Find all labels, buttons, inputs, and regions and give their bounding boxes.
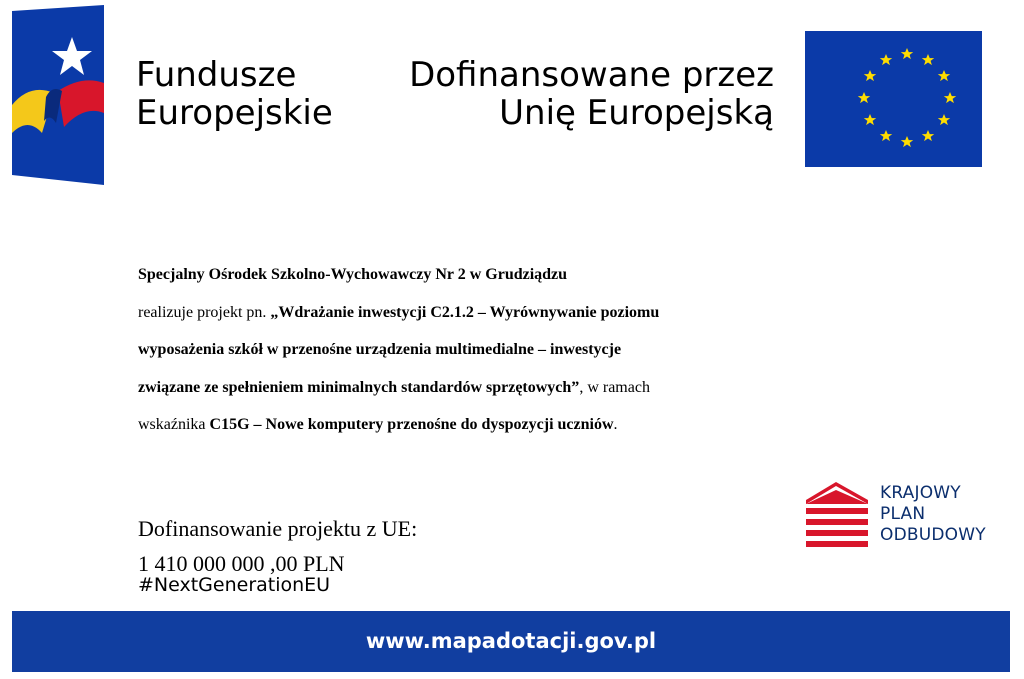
kpo-line3: ODBUDOWY (880, 525, 986, 545)
project-line-3: wyposażenia szkół w przenośne urządzenia multimedialne – inwestycje (138, 341, 622, 358)
krajowy-plan-odbudowy-text (880, 483, 986, 546)
kpo-line1: KRAJOWY (880, 483, 961, 503)
project-line-4: związane ze spełnieniem minimalnych standardów sprzętowych”, w ramach (138, 378, 650, 396)
eu-cofinanced-text (386, 56, 774, 132)
funds-europe-name (136, 56, 333, 132)
project-description (138, 256, 778, 444)
kpo-line2: PLAN (880, 504, 926, 524)
footer-url-link[interactable]: www.mapadotacji.gov.pl (365, 629, 657, 653)
eu-cofinanced-line1: Dofinansowane przez (409, 55, 774, 95)
funds-europe-star-icon (12, 5, 104, 185)
eu-flag-icon (805, 31, 982, 167)
institution-name: Specjalny Ośrodek Szkolno-Wychowawczy Nr 2 w Grudziądzu (138, 266, 568, 283)
funding-label: Dofinansowanie projektu z UE: (138, 516, 418, 541)
project-line-2: realizuje projekt pn. „Wdrażanie inwestycji C2.1.2 – Wyrównywanie poziomu (138, 303, 660, 321)
project-line-5: wskaźnika C15G – Nowe komputery przenośne do dyspozycji uczniów. (138, 416, 618, 433)
funding-amount: 1 410 000 000 ,00 PLN (138, 551, 345, 576)
hashtag-text: #NextGenerationEU (138, 574, 331, 596)
funds-europe-line2: Europejskie (136, 93, 333, 133)
funds-europe-line1: Fundusze (136, 55, 297, 95)
krajowy-plan-odbudowy-icon (806, 482, 868, 548)
eu-cofinanced-line2: Unię Europejską (499, 93, 774, 133)
